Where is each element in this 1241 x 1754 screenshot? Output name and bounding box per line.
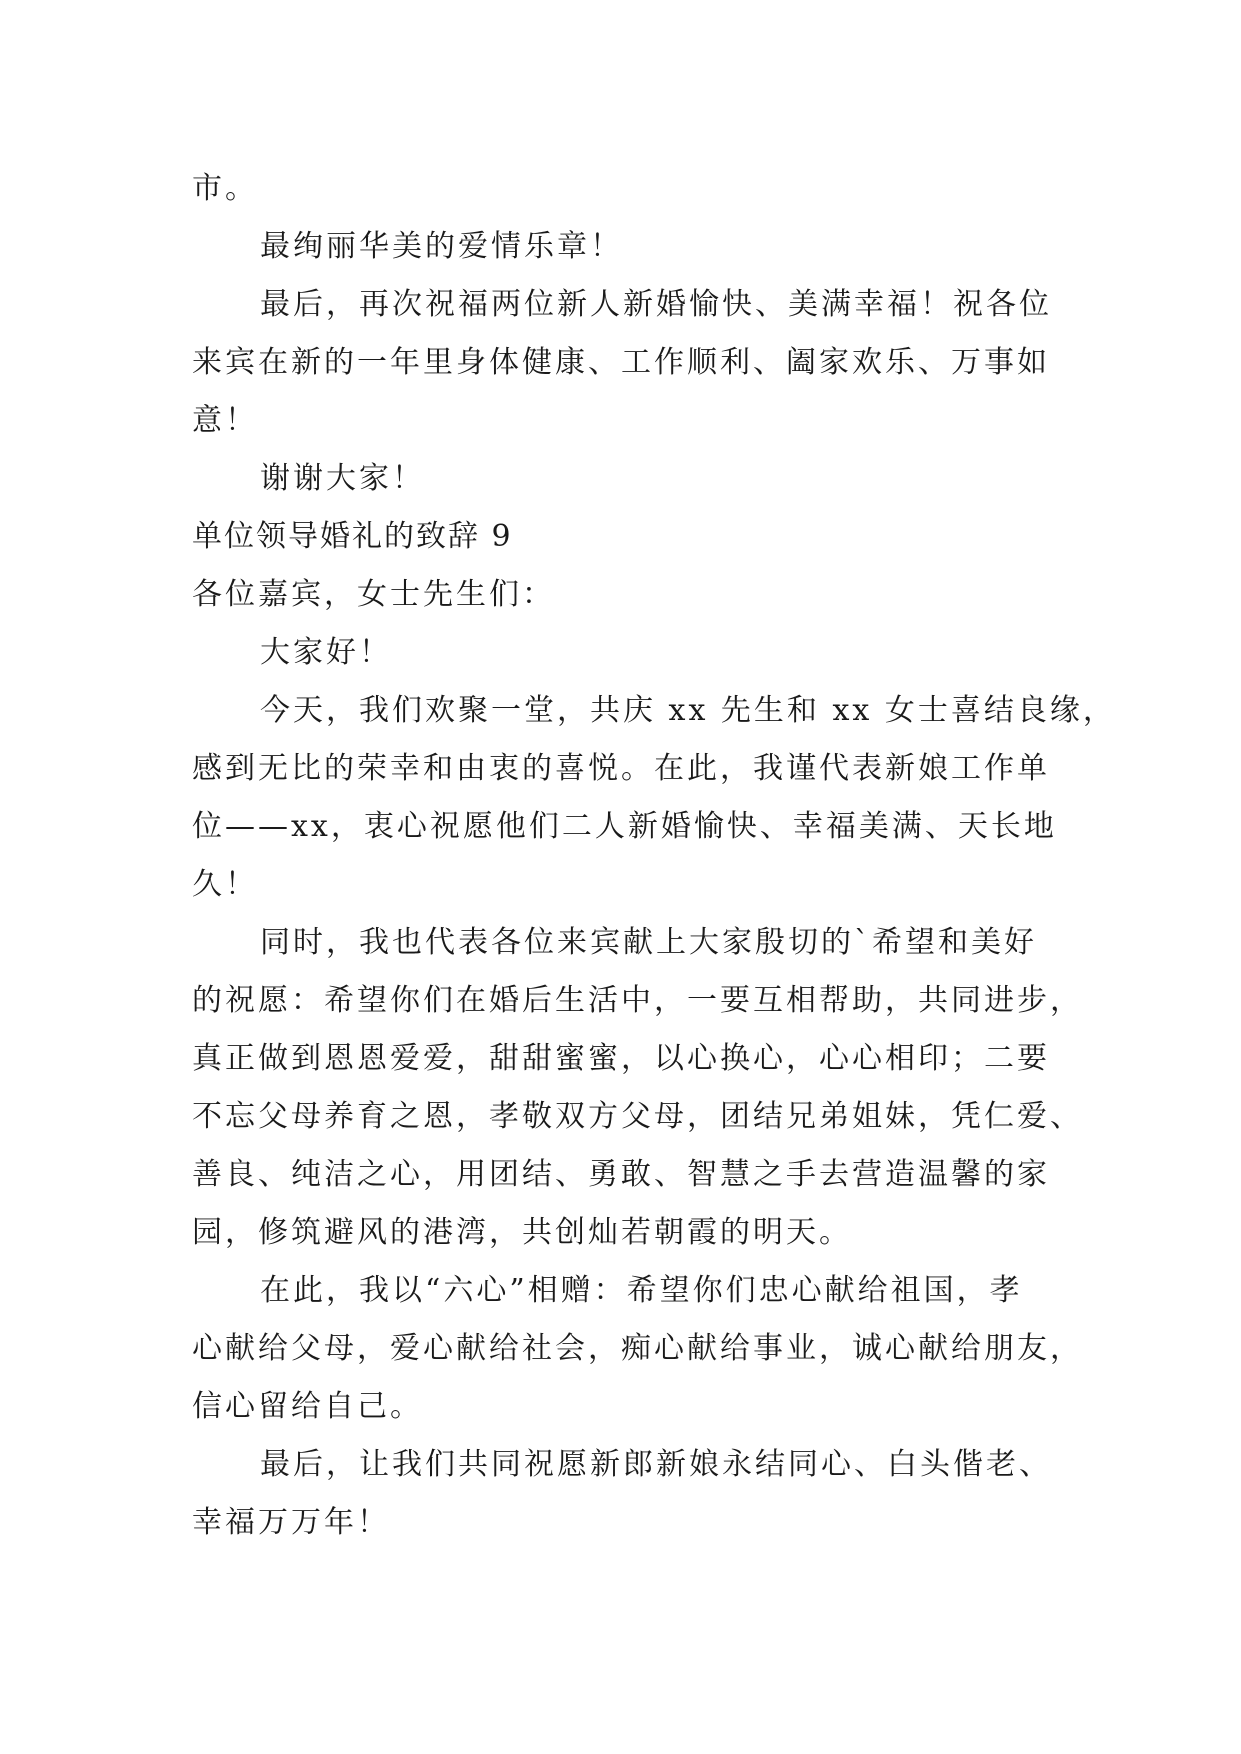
text-line: 久！	[192, 867, 258, 902]
text-line: 大家好！	[260, 635, 392, 670]
text-line: 意！	[192, 403, 258, 438]
text-line: 今天，我们欢聚一堂，共庆 xx 先生和 xx 女士喜结良缘，	[260, 693, 1116, 728]
salutation-line: 各位嘉宾，女士先生们：	[192, 577, 555, 612]
text-line: 园，修筑避风的港湾，共创灿若朝霞的明天。	[192, 1215, 852, 1250]
text-line: 最后，再次祝福两位新人新婚愉快、美满幸福！祝各位	[260, 287, 1052, 322]
text-line: 最绚丽华美的爱情乐章！	[260, 229, 623, 264]
text-line: 市。	[192, 171, 258, 206]
text-line: 的祝愿：希望你们在婚后生活中，一要互相帮助，共同进步，	[192, 983, 1083, 1018]
text-line: 在此，我以“六心”相赠：希望你们忠心献给祖国，孝	[260, 1273, 1023, 1308]
text-line: 最后，让我们共同祝愿新郎新娘永结同心、白头偕老、	[260, 1447, 1052, 1482]
text-line: 位——xx，衷心祝愿他们二人新婚愉快、幸福美满、天长地	[192, 809, 1057, 844]
text-line: 信心留给自己。	[192, 1389, 423, 1424]
text-line: 真正做到恩恩爱爱，甜甜蜜蜜，以心换心，心心相印；二要	[192, 1041, 1050, 1076]
text-line: 幸福万万年！	[192, 1505, 390, 1540]
text-line: 心献给父母，爱心献给社会，痴心献给事业，诚心献给朋友，	[192, 1331, 1083, 1366]
text-line: 谢谢大家！	[260, 461, 425, 496]
text-line: 善良、纯洁之心，用团结、勇敢、智慧之手去营造温馨的家	[192, 1157, 1050, 1192]
text-line: 不忘父母养育之恩，孝敬双方父母，团结兄弟姐妹，凭仁爱、	[192, 1099, 1083, 1134]
text-line: 同时，我也代表各位来宾献上大家殷切的`希望和美好	[260, 925, 1037, 960]
document-body	[192, 160, 1116, 1552]
text-line: 感到无比的荣幸和由衷的喜悦。在此，我谨代表新娘工作单	[192, 751, 1050, 786]
text-line: 来宾在新的一年里身体健康、工作顺利、阖家欢乐、万事如	[192, 345, 1050, 380]
section-heading: 单位领导婚礼的致辞 9	[192, 519, 513, 554]
